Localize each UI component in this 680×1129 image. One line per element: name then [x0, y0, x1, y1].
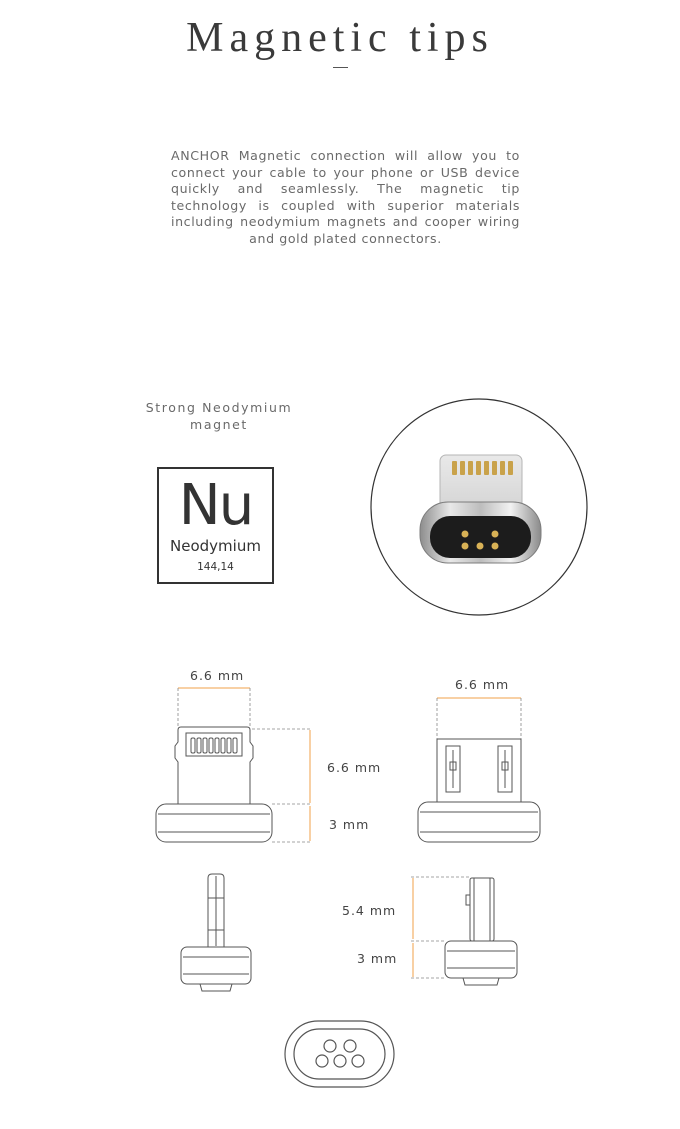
magnet-caption: Strong Neodymium magnet — [145, 400, 293, 432]
lightning-plug-height-label: 6.6 mm — [327, 760, 382, 775]
lightning-magnetic-tip-photo — [371, 399, 587, 615]
micro-width-label: 6.6 mm — [455, 677, 510, 692]
intro-paragraph: ANCHOR Magnetic connection will allow you to connect your cable to your phone or USB device quickly and seamlessly. The magnetic tip technology is coupled with superior materials including neodymium magnets and cooper wiring and gold plated connectors. — [171, 148, 520, 246]
element-name: Neodymium — [170, 537, 261, 555]
micro-side-diagram — [445, 878, 517, 985]
element-symbol: Nu — [178, 473, 253, 538]
element-mass: 144,14 — [197, 561, 234, 573]
lightning-base-height-label: 3 mm — [329, 817, 370, 832]
lightning-side-diagram — [181, 874, 251, 991]
magnetic-connector-face-icon — [285, 1021, 394, 1087]
side-plug-height-label: 5.4 mm — [342, 903, 397, 918]
side-base-height-label: 3 mm — [357, 951, 398, 966]
micro-usb-front-diagram — [418, 739, 540, 842]
lightning-front-diagram — [156, 727, 272, 842]
lightning-width-label: 6.6 mm — [190, 668, 245, 683]
micro-dimension-lines — [437, 698, 521, 739]
page-title: Magnetic tips — [186, 15, 494, 61]
